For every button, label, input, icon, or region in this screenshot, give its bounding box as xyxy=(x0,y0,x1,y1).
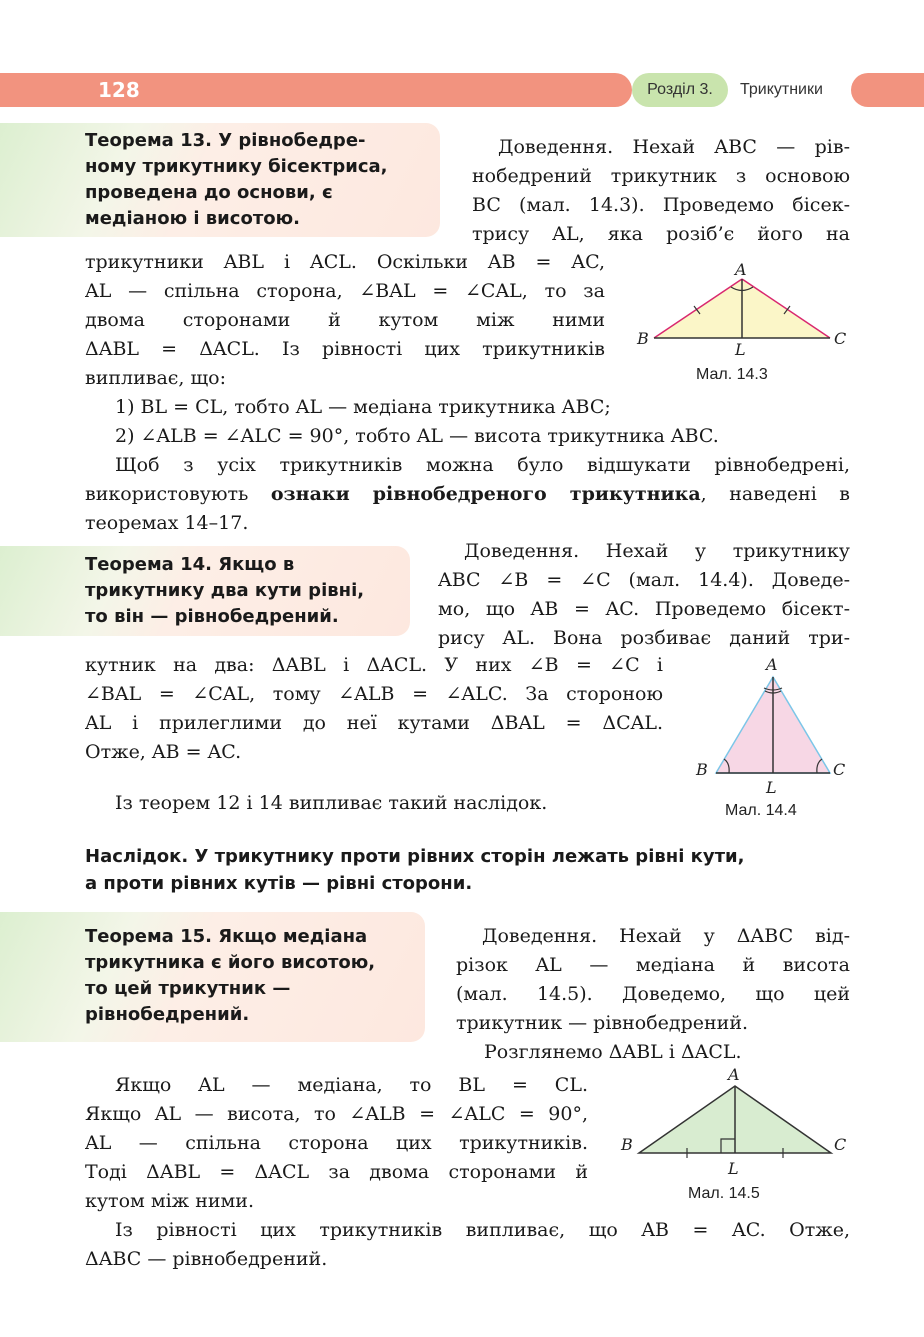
proof-line: трису AL, яка розіб’є його на xyxy=(472,223,850,245)
proof-line: AL — спільна сторона цих трикутників. xyxy=(85,1132,588,1154)
label-b: B xyxy=(621,1135,633,1154)
theorem-13-proof-right xyxy=(472,133,850,249)
label-l: L xyxy=(735,340,746,359)
theorem-13-statement: Теорема 13. У рівнобедре- ному трикутнику бісектриса, проведена до основи, є медіаною і висотою. xyxy=(85,130,388,229)
theorem-14-statement: Теорема 14. Якщо в трикутнику два кути рівні, то він — рівнобедрений. xyxy=(85,554,365,627)
label-c: C xyxy=(833,760,846,779)
theorem-14-proof-left xyxy=(85,651,663,767)
label-a: A xyxy=(766,655,778,674)
chapter-label: Розділ 3. xyxy=(632,73,728,107)
proof-line: AL — спільна сторона, ∠BAL = ∠CAL, то за xyxy=(85,280,605,302)
proof-line: кутник на два: ΔABL і ΔACL. У них ∠B = ∠C і xyxy=(85,654,663,676)
caption-14-3: Мал. 14.3 xyxy=(696,366,768,383)
proof-line: рису AL. Вона розбиває даний три- xyxy=(438,627,850,649)
label-b: B xyxy=(637,329,649,348)
label-l: L xyxy=(728,1159,739,1178)
conclusion-1: 1) BL = CL, тобто AL — медіана трикутника ABC; xyxy=(115,396,611,418)
proof-line: двома сторонами й кутом між ними xyxy=(85,309,605,331)
label-c: C xyxy=(834,329,847,348)
proof-line: BC (мал. 14.3). Проведемо бісек- xyxy=(472,194,850,216)
caption-14-5: Мал. 14.5 xyxy=(688,1185,760,1202)
header-end-tab xyxy=(851,73,924,107)
proof-line: AL і прилеглими до неї кутами ΔBAL = ΔCAL. xyxy=(85,712,663,734)
figure-14-5 xyxy=(615,1062,860,1182)
conclusion-2: 2) ∠ALB = ∠ALC = 90°, тобто AL — висота трикутника ABC. xyxy=(115,425,719,447)
proof-line: кутом між ними. xyxy=(85,1190,255,1212)
proof-line: Отже, AB = AC. xyxy=(85,741,242,763)
figure-14-4 xyxy=(690,652,860,797)
proof-line: різок AL — медіана й висота xyxy=(456,954,850,976)
proof-line: мо, що AB = AC. Проведемо бісект- xyxy=(438,598,850,620)
theorem-15-statement: Теорема 15. Якщо медіана трикутника є його висотою, то цей трикутник — рівнобедрений. xyxy=(85,926,376,1025)
label-l: L xyxy=(766,778,777,797)
theorem-15-proof-left xyxy=(85,1071,588,1216)
proof-line: (мал. 14.5). Доведемо, що цей xyxy=(456,983,850,1005)
proof-line: Якщо AL — медіана, то BL = CL. xyxy=(115,1074,588,1096)
proof-line: Доведення. Нехай у ΔABC від- xyxy=(482,925,850,947)
proof-line: Доведення. Нехай ABC — рів- xyxy=(498,136,850,158)
proof-line: Якщо AL — висота, то ∠ALB = ∠ALC = 90°, xyxy=(85,1103,588,1125)
caption-14-4: Мал. 14.4 xyxy=(725,802,797,819)
proof-line: трикутники ABL і ACL. Оскільки AB = AC, xyxy=(85,251,605,273)
page-number: 128 xyxy=(98,78,140,102)
consequence-intro: Із теорем 12 і 14 випливає такий наслідок. xyxy=(115,792,548,814)
theorem-15-proof-right xyxy=(456,922,850,1067)
isosceles-signs-term: ознаки рівнобедреного трикутника xyxy=(270,483,701,505)
proof-line: трикутник — рівнобедрений. xyxy=(456,1012,749,1034)
label-b: B xyxy=(696,760,708,779)
corollary: Наслідок. У трикутнику проти рівних сторін лежать рівні кути, а проти рівних кутів — рівні сторони. xyxy=(85,846,745,894)
label-a: A xyxy=(735,260,747,279)
header-bar xyxy=(0,73,632,107)
proof-line: ABC ∠B = ∠C (мал. 14.4). Доведе- xyxy=(438,569,850,591)
proof-line: нобедрений трикутник з основою xyxy=(472,165,850,187)
label-a: A xyxy=(728,1065,740,1084)
final-paragraph: Із рівності цих трикутників випливає, що AB = AC. Отже, ΔABC — рівнобедрений. xyxy=(85,1219,850,1270)
proof-line: Доведення. Нехай у трикутнику xyxy=(464,540,850,562)
transition-paragraph: Щоб з усіх трикутників можна було відшукати рівнобедрені, використовують ознаки рівнобедреного трикутника, наведені в теоремах 14–17. xyxy=(85,454,850,534)
proof-line: випливає, що: xyxy=(85,367,227,389)
theorem-14-proof-right xyxy=(438,537,850,653)
label-c: C xyxy=(834,1135,847,1154)
theorem-13-proof-left xyxy=(85,248,605,393)
proof-line: Тоді ΔABL = ΔACL за двома сторонами й xyxy=(85,1161,588,1183)
chapter-title: Трикутники xyxy=(740,81,823,98)
proof-line: ∠BAL = ∠CAL, тому ∠ALB = ∠ALC. За стороною xyxy=(85,683,663,705)
proof-line: Розглянемо ΔABL і ΔACL. xyxy=(484,1041,742,1063)
proof-line: ΔABL = ΔACL. Із рівності цих трикутників xyxy=(85,338,605,360)
